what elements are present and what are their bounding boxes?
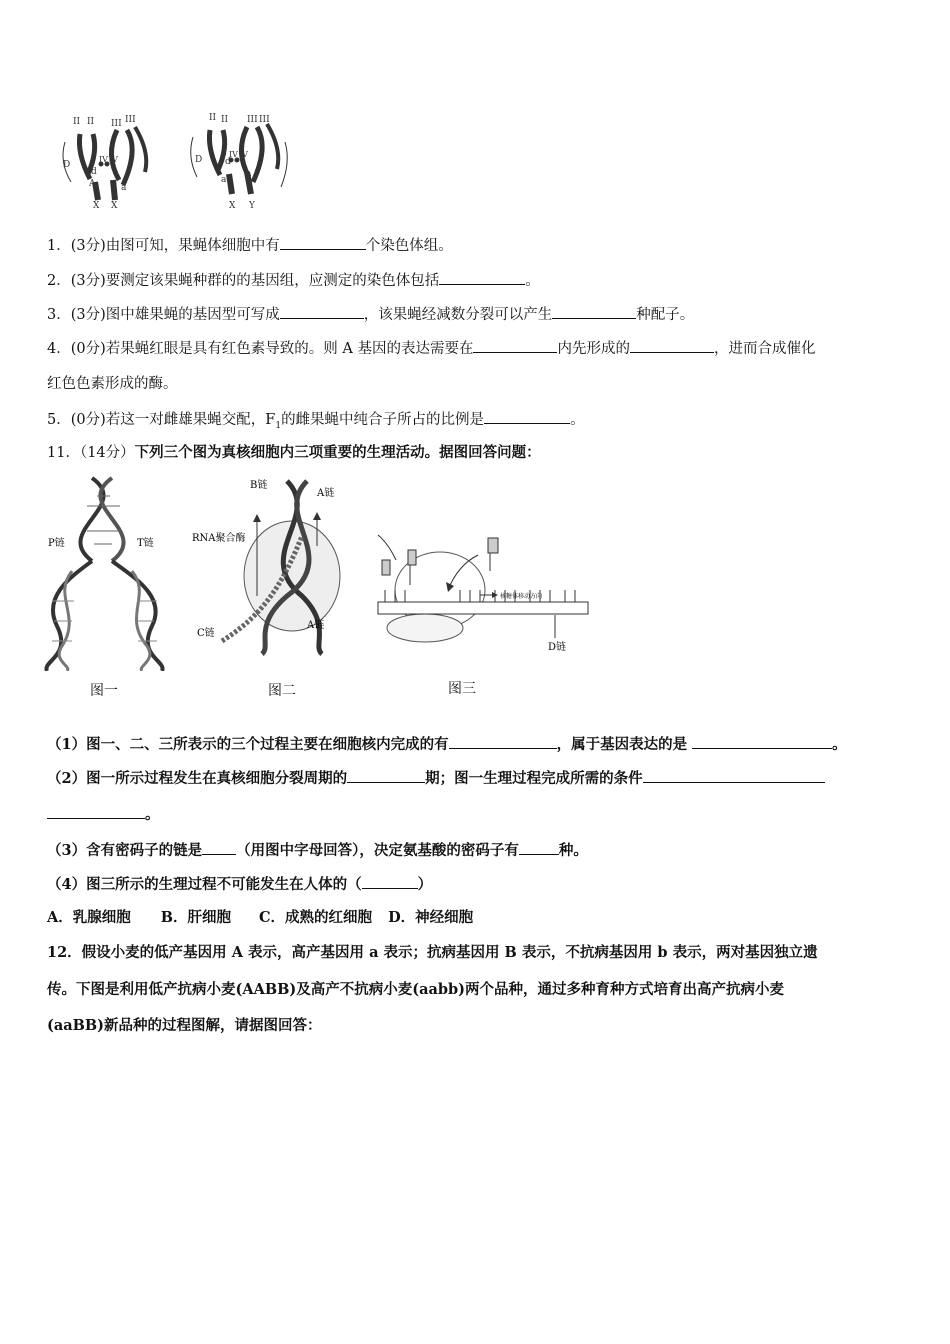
q11-sub-1-text: （1）图一、二、三所表示的三个过程主要在细胞核内完成的有	[47, 736, 449, 753]
t-strand-label: T链	[137, 538, 154, 549]
b-strand-label: B链	[250, 480, 268, 491]
answer-blank[interactable]	[630, 338, 714, 353]
q10-item-5-end: 。	[570, 412, 585, 428]
q10-item-3-mid: ，该果蝇经减数分裂可以产生	[363, 307, 553, 323]
q11-number: 11．（14分）	[47, 445, 135, 461]
q11-stem: 下列三个图为真核细胞内三项重要的生理活动。据图回答问题：	[134, 444, 541, 461]
label-III: III	[259, 115, 270, 125]
female-karyotype	[63, 115, 146, 211]
rna-polymerase-label: RNA聚合酶	[192, 533, 246, 544]
figure-2-transcription	[192, 476, 362, 656]
answer-blank[interactable]	[362, 874, 418, 889]
q10-item-1-text: 1．(3分)由图可知，果蝇体细胞中有	[47, 238, 280, 254]
subscript: 1	[275, 420, 282, 431]
answer-blank[interactable]	[473, 338, 557, 353]
male-karyotype	[191, 113, 288, 211]
q10-item-2-end: 。	[525, 273, 540, 289]
q11-sub-2-mid: 期；图一生理过程完成所需的条件	[425, 770, 643, 787]
option-b[interactable]: B．肝细胞	[160, 909, 232, 926]
label-III: III	[247, 115, 258, 125]
answer-blank[interactable]	[449, 734, 557, 749]
answer-blank[interactable]	[552, 304, 636, 319]
answer-blank[interactable]	[47, 804, 145, 819]
label-II: II	[73, 117, 81, 127]
q11-sub-4-end: ）	[417, 876, 433, 893]
q11-sub-2	[47, 768, 825, 789]
a-strand-label-bottom: A链	[307, 620, 325, 631]
q11-sub-1-mid: ，属于基因表达的是	[556, 736, 693, 753]
q10-item-2	[47, 270, 540, 291]
q10-item-3-text: 3．(3分)图中雄果蝇的基因型可写成	[47, 307, 280, 323]
label-II: II	[221, 115, 229, 125]
q10-item-2-text: 2．(3分)要测定该果蝇种群的的基因组，应测定的染色体包括	[47, 273, 440, 289]
q11-sub-1	[47, 734, 847, 755]
label-D: D	[63, 160, 71, 170]
q11-options	[47, 908, 473, 928]
label-X: X	[93, 201, 100, 211]
q10-item-5-text: 5．(0分)若这一对雌雄果蝇交配，F	[47, 412, 276, 428]
q12-line-3: (aaBB)新品种的过程图解，请据图回答：	[47, 1017, 322, 1034]
q10-item-1	[47, 235, 453, 256]
label-III: III	[125, 115, 136, 125]
q10-item-4	[47, 338, 815, 359]
ribosome-direction-label: 核糖体移动方向	[500, 593, 543, 600]
q10-item-4-line2: 红色色素形成的酶。	[47, 376, 178, 392]
q11-sub-1-end: 。	[832, 736, 847, 753]
q11-sub-3-text: （3）含有密码子的链是	[47, 842, 203, 859]
q10-item-3	[47, 304, 694, 325]
label-a: a	[221, 175, 227, 185]
label-Y: Y	[249, 201, 255, 211]
q11-header	[47, 443, 541, 463]
figure-1-dna-replication	[42, 476, 172, 671]
q12-line-2: 传。下图是利用低产抗病小麦(AABB)及高产不抗病小麦(aabb)两个品种，通过多种育种方式培育出高产抗病小麦	[47, 981, 785, 998]
label-A: A	[89, 179, 96, 189]
label-X: X	[111, 201, 118, 211]
q11-sub-2-end: 。	[145, 806, 160, 823]
figure-3-translation	[370, 520, 595, 660]
option-d[interactable]: D．神经细胞	[388, 909, 474, 926]
label-a: a	[121, 183, 127, 193]
q11-sub-4-text: （4）图三所示的生理过程不可能发生在人体的（	[47, 876, 362, 893]
answer-blank[interactable]	[519, 840, 559, 855]
label-IV: IV	[109, 155, 118, 164]
q11-sub-3	[47, 840, 588, 861]
label-X: X	[229, 201, 236, 211]
answer-blank[interactable]	[484, 409, 570, 424]
label-D: D	[195, 155, 203, 165]
c-strand-label: C链	[197, 628, 215, 639]
label-II: II	[87, 117, 95, 127]
label-IV: IV	[99, 155, 108, 164]
option-c[interactable]: C．成熟的红细胞	[259, 909, 373, 926]
q11-sub-3-end: 种。	[558, 842, 588, 859]
label-IV: IV	[239, 150, 248, 159]
answer-blank[interactable]	[347, 768, 425, 783]
label-d: d	[225, 157, 231, 167]
q11-sub-2-line2	[47, 804, 160, 825]
figure-2-caption: 图二	[268, 683, 296, 699]
answer-blank[interactable]	[202, 840, 236, 855]
p-strand-label: P链	[48, 538, 65, 549]
label-III: III	[111, 119, 122, 129]
d-strand-label: D链	[548, 642, 567, 653]
q10-item-1-end: 个染色体组。	[365, 238, 453, 254]
q11-sub-3-mid: （用图中字母回答），决定氨基酸的密码子有	[236, 842, 519, 859]
q11-sub-4	[47, 874, 432, 895]
option-a[interactable]: A．乳腺细胞	[47, 909, 131, 926]
answer-blank[interactable]	[692, 734, 832, 749]
a-strand-label: A链	[317, 488, 335, 499]
fly-chromosome-figure	[55, 112, 310, 212]
answer-blank[interactable]	[280, 304, 364, 319]
q10-item-4-mid: 内先形成的	[557, 341, 630, 357]
q10-item-3-end: 种配子。	[636, 307, 695, 323]
label-d: d	[91, 167, 97, 177]
answer-blank[interactable]	[643, 768, 825, 783]
q12-line-1: 12．假设小麦的低产基因用 A 表示，高产基因用 a 表示；抗病基因用 B 表示，不抗病基因用 b 表示，两对基因独立遗	[47, 944, 818, 961]
q10-item-4-end: ，进而合成催化	[713, 341, 816, 357]
q10-item-5	[47, 409, 585, 436]
q10-item-5-mid: 的雌果蝇中纯合子所占的比例是	[281, 412, 485, 428]
q11-sub-2-text: （2）图一所示过程发生在真核细胞分裂周期的	[47, 770, 348, 787]
answer-blank[interactable]	[280, 235, 366, 250]
q10-item-4-text: 4．(0分)若果蝇红眼是具有红色素导致的。则 A 基因的表达需要在	[47, 341, 474, 357]
figure-3-caption: 图三	[448, 681, 476, 697]
label-II: II	[209, 113, 217, 123]
label-IV: IV	[229, 150, 238, 159]
answer-blank[interactable]	[439, 270, 525, 285]
figure-1-caption: 图一	[90, 683, 118, 699]
